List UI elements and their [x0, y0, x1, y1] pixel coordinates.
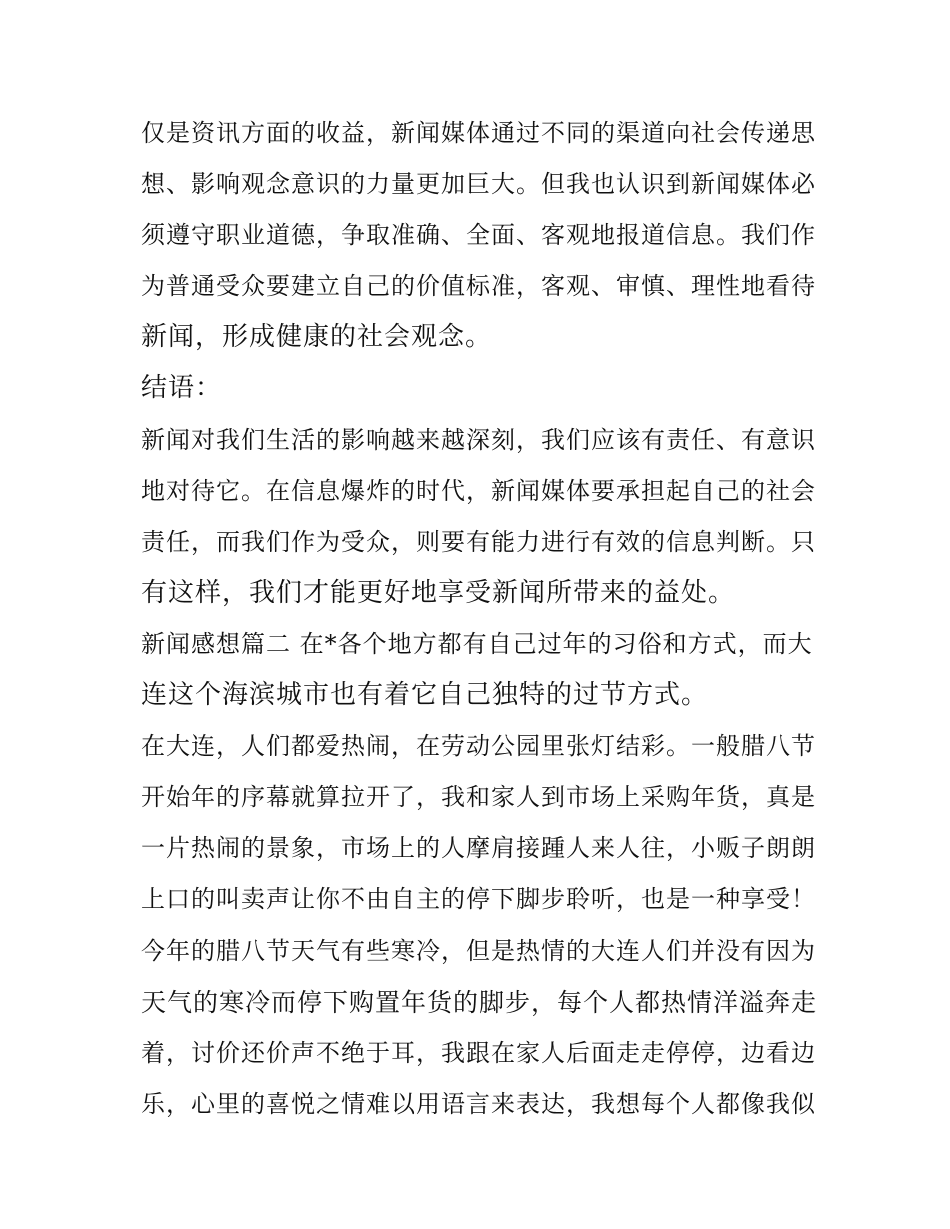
text-line: 天气的寒冷而停下购置年货的脚步，每个人都热情洋溢奔走 — [141, 987, 818, 1017]
text-line: 乐，心里的喜悦之情难以用语言来表达，我想每个人都像我似 — [141, 1089, 816, 1118]
text-line: 今年的腊八节天气有些寒冷，但是热情的大连人们并没有因为 — [141, 936, 816, 965]
text-line: 须遵守职业道德，争取准确、全面、客观地报道信息。我们作 — [141, 221, 816, 250]
text-line: 有这样，我们才能更好地享受新闻所带来的益处。 — [141, 577, 736, 608]
text-line: 地对待它。在信息爆炸的时代，新闻媒体要承担起自己的社会 — [141, 476, 816, 505]
text-line: 一片热闹的景象，市场上的人摩肩接踵人来人往，小贩子朗朗 — [141, 834, 816, 863]
text-line: 连这个海滨城市也有着它自己独特的过节方式。 — [141, 680, 709, 711]
text-line: 想、影响观念意识的力量更加巨大。但我也认识到新闻媒体必 — [141, 170, 816, 199]
text-line: 责任，而我们作为受众，则要有能力进行有效的信息判断。只 — [141, 527, 816, 556]
text-line: 新闻感想篇二 在*各个地方都有自己过年的习俗和方式，而大 — [141, 629, 813, 658]
text-line: 上口的叫卖声让你不由自主的停下脚步聆听，也是一种享受！ — [141, 885, 816, 914]
text-line: 在大连，人们都爱热闹，在劳动公园里张灯结彩。一般腊八节 — [141, 732, 816, 761]
body-text — [141, 108, 821, 1130]
text-line: 着，讨价还价声不绝于耳，我跟在家人后面走走停停，边看边 — [141, 1038, 816, 1067]
text-line: 为普通受众要建立自己的价值标准，客观、审慎、理性地看待 — [141, 272, 816, 301]
text-line: 新闻对我们生活的影响越来越深刻，我们应该有责任、有意识 — [141, 425, 816, 454]
text-line: 开始年的序幕就算拉开了，我和家人到市场上采购年货，真是 — [141, 783, 816, 812]
section-heading: 结语： — [141, 373, 223, 404]
text-line: 新闻，形成健康的社会观念。 — [141, 322, 493, 353]
text-line: 仅是资讯方面的收益，新闻媒体通过不同的渠道向社会传递思 — [141, 119, 816, 147]
